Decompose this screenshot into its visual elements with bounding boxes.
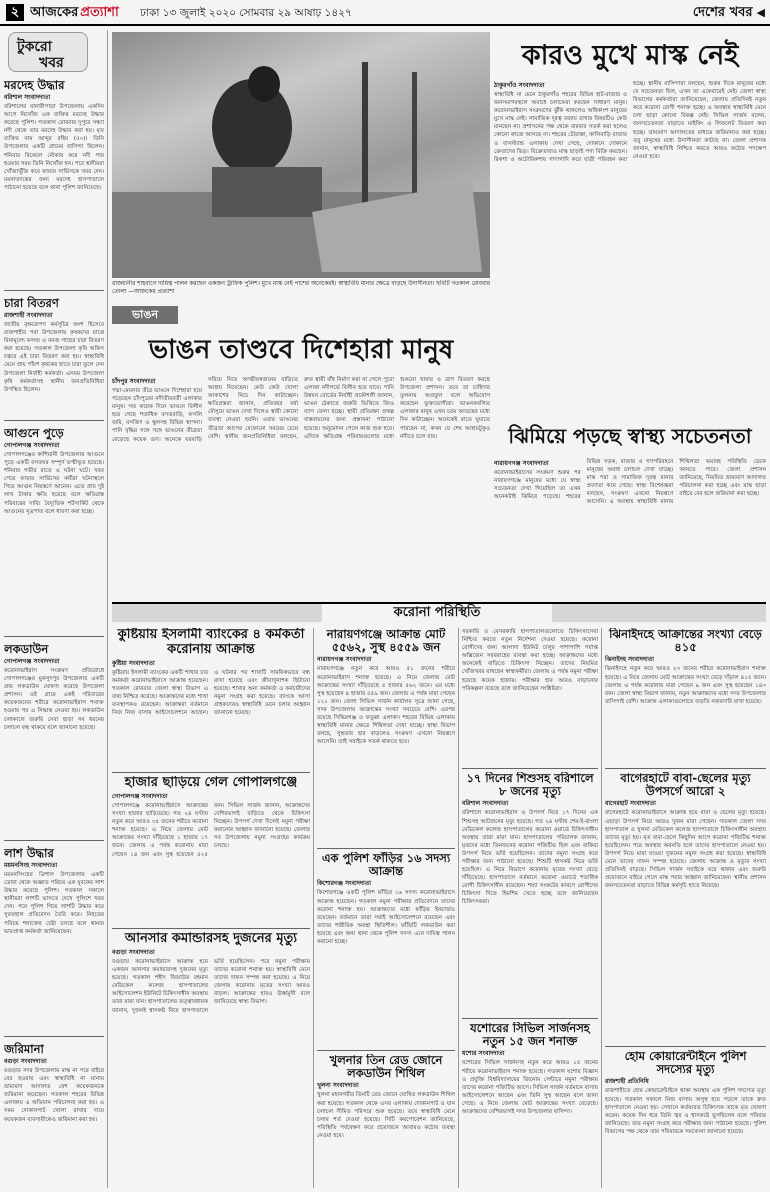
paper-logo: [30, 3, 130, 23]
continued-story: [462, 628, 598, 766]
sidebar-item-5: [4, 842, 104, 1034]
sidebar-logo-line1: টুকরো: [17, 39, 52, 55]
sidebar-item-6: [4, 1038, 104, 1188]
story-body: নারায়ণগঞ্জে নতুন করে আরও ৫১ জনের শরীরে করোনাভাইরাস শনাক্ত হয়েছে। এ নিয়ে জেলায় মোট আক্রান্তের সংখ্যা দাঁড়িয়েছে ৫ হাজার ৫৬২ জনে। এর মধ্যে সুস্থ হয়েছেন ৪ হাজার ৫৫৯ জন। জেলায় এ পর্যন্ত মারা গেছেন ১২১ জন। জেলা সিভিল সার্জন কার্যালয় সূত্রে জানা গেছে, সদর উপজেলায় আক্রান্তের সংখ্যা সবচেয়ে বেশি। এরপর রয়েছে সিদ্ধিরগঞ্জ ও ফতুল্লা এলাকা। শহরের বিভিন্ন এলাকায় স্বাস্থ্যবিধি মানার ক্ষেত্রে শিথিলতা দেখা যাচ্ছে। স্বাস্থ্য বিভাগ বলছে, সুস্থতার হার বাড়লেও সংক্রমণ এখনো নিয়ন্ত্রণে আসেনি। তাই সবাইকে সতর্ক থাকতে হবে।: [317, 666, 455, 746]
item-byline: বরিশাল সংবাদদাতা: [4, 94, 51, 101]
sidebar-logo-line2: খবর: [39, 55, 64, 71]
photo-illustration: [112, 32, 490, 278]
story-body: কুষ্টিয়ায় ইসলামী ব্যাংকের একটি শাখার চার কর্মকর্তা করোনাভাইরাসে আক্রান্ত হয়েছেন। গতকাল রোববার জেলা স্বাস্থ্য বিভাগ এ তথ্য নিশ্চিত করেছে। আক্রান্তদের মধ্যে শাখা ব্যবস্থাপকও রয়েছেন। আক্রান্তরা বর্তমানে নিজ নিজ বাসায় আইসোলেশনে আছেন। এ ঘটনার পর শাখাটি সাময়িকভাবে বন্ধ রাখা হয়েছে এবং জীবাণুনাশক ছিটানো হয়েছে। শাখার অন্য কর্মকর্তা ও কর্মচারীদের নমুনা সংগ্রহ করা হয়েছে। ব্যাংকে আসা গ্রাহকদেরও স্বাস্থ্যবিধি মেনে চলার আহ্বান জানানো হয়েছে।: [112, 669, 310, 717]
item-title: চারা বিতরণ: [4, 296, 59, 310]
erosion-label: [112, 306, 178, 324]
story-body: কিশোরগঞ্জে একটি পুলিশ ফাঁড়ির ১৬ সদস্য করোনাভাইরাসে আক্রান্ত হয়েছেন। গতকাল নমুনা পরীক্ষার প্রতিবেদনে তাদের করোনা শনাক্ত হয়। আক্রান্তদের মধ্যে ফাঁড়ির ইনচার্জও রয়েছেন। বর্তমানে তারা সবাই আইসোলেশনে রয়েছেন এবং তাদের শারীরিক অবস্থা স্থিতিশীল। ফাঁড়িটি লকডাউন করা হয়েছে এবং অন্য থানা থেকে পুলিশ সদস্য এনে দায়িত্ব পালন করানো হচ্ছে।: [317, 890, 455, 945]
erosion-headline: ভাঙন তাণ্ডবে দিশেহারা মানুষ: [148, 335, 454, 365]
story-byline: নারায়ণগঞ্জ সংবাদদাতা: [317, 656, 372, 664]
story-body: যশোরের সিভিল সার্জনসহ নতুন করে আরও ১৫ জনের শরীরে করোনাভাইরাস শনাক্ত হয়েছে। গতকাল যশোর বিজ্ঞান ও প্রযুক্তি বিশ্ববিদ্যালয়ের জিনোম সেন্টারে নমুনা পরীক্ষায় তাদের করোনা পজিটিভ আসে। সিভিল সার্জন বর্তমানে বাসায় আইসোলেশনে আছেন এবং তিনি সুস্থ আছেন বলে জানা গেছে। এ নিয়ে জেলায় মোট আক্রান্তের সংখ্যা বেড়েছে। আক্রান্তদের বেশিরভাগই সদর উপজেলার বাসিন্দা।: [462, 1060, 598, 1115]
sidebar-divider: [107, 30, 108, 1188]
health-headline: ঝিমিয়ে পড়ছে স্বাস্থ্য সচেতনতা: [508, 424, 752, 448]
column-divider: [601, 628, 602, 1188]
lead-byline: ঠাকুরগাঁও সংবাদদাতা: [494, 82, 545, 89]
item-body: বরিশালের বানারীপাড়া উপজেলায় একদিন আগে নিখোঁজ এক ব্যক্তির মরদেহ উদ্ধার করেছে পুলিশ। গতকাল রোববার দুপুরে সন্ধ্যা নদী থেকে তার মরদেহ উদ্ধার করা হয়। মৃত ব্যক্তির নাম আব্দুর রহিম (৫০)। তিনি উপজেলার একটি গ্রামের বাসিন্দা ছিলেন। শনিবার বিকেলে নৌকায় করে নদী পার হওয়ার সময় তিনি নিখোঁজ হন। পরে স্থানীয়রা খোঁজাখুঁজি করে ফায়ার সার্ভিসকে খবর দেন। ময়নাতদন্তের জন্য মরদেহ হাসপাতালে পাঠানো হয়েছে বলে থানা পুলিশ জানিয়েছে।: [4, 104, 104, 191]
sidebar-logo: [8, 32, 88, 72]
page-number-box: [6, 4, 24, 21]
item-body: জাতীয় বৃক্ষরোপণ কর্মসূচির অংশ হিসেবে রাজশাহীর পবা উপজেলায় কৃষকদের মাঝে বিনামূল্যে ফলজ ও বনজ গাছের চারা বিতরণ করা হয়েছে। গতকাল উপজেলা কৃষি অফিস চত্বরে এই চারা বিতরণ করা হয়। স্বাস্থ্যবিধি মেনে প্রায় পাঁচশ কৃষকের হাতে চারা তুলে দেন উপজেলা নির্বাহী কর্মকর্তা। এসময় উপজেলা কৃষি কর্মকর্তাসহ স্থানীয় জনপ্রতিনিধিরা উপস্থিত ছিলেন।: [4, 322, 104, 393]
corona-banner: [112, 602, 766, 622]
story-body: সরকারি ও বেসরকারি হাসপাতালগুলোতে চিকিৎসাসেবা নিশ্চিত করতে নতুন নির্দেশনা দেওয়া হয়েছে। করোনা রোগীদের জন্য আলাদা ইউনিট চালুর পাশাপাশি পর্যাপ্ত অক্সিজেন সরবরাহের ব্যবস্থা করা হচ্ছে। আক্রান্তদের মধ্যে অনেকেই বাড়িতে চিকিৎসা নিচ্ছেন। তাদের নিয়মিত খোঁজখবর রাখছেন স্বাস্থ্যকর্মীরা। জেলায় এ পর্যন্ত নমুনা পরীক্ষা হয়েছে কয়েক হাজার। পরীক্ষার হার আরও বাড়ানোর পরিকল্পনা রয়েছে বলে জানিয়েছেন সংশ্লিষ্টরা।: [462, 629, 598, 692]
corona-banner-label: করোনা পরিস্থিতি: [322, 604, 552, 622]
dateline: ঢাকা ১৩ জুলাই ২০২০ সোমবার ২৯ আষাঢ় ১৪২৭: [140, 7, 352, 19]
divider: [317, 848, 455, 849]
story-headline: যশোরের সিভিল সার্জনসহ নতুন ১৫ জন শনাক্ত: [470, 1022, 590, 1049]
masthead: [0, 0, 770, 26]
page-number: ২: [10, 5, 20, 20]
divider: [462, 1018, 598, 1019]
health-body: করোনাভাইরাসের সংক্রমণ শুরুর পর নারায়ণগঞ্জে মানুষের মধ্যে যে স্বাস্থ্য সচেতনতা দেখা গিয়েছিল তা এখন অনেকটাই ঝিমিয়ে পড়েছে। শহরের বিভিন্ন সড়ক, বাজার ও গণপরিবহনে মানুষের অবাধ চলাচল দেখা যাচ্ছে। মাস্ক পরা ও সামাজিক দূরত্ব মানার প্রবণতা কমে গেছে। স্বাস্থ্য বিশেষজ্ঞরা বলছেন, সংক্রমণ এখনো নিয়ন্ত্রণে আসেনি। এ অবস্থায় স্বাস্থ্যবিধি মানায় শিথিলতা ভয়াবহ পরিস্থিতি ডেকে আনতে পারে। জেলা প্রশাসন জানিয়েছে, নিয়মিত ভ্রাম্যমাণ আদালত পরিচালনা করা হচ্ছে এবং মাস্ক ছাড়া বাইরে বের হলে জরিমানা করা হচ্ছে।: [494, 459, 766, 506]
divider: [112, 928, 310, 929]
divider: [4, 290, 104, 291]
story-byline: বরিশাল সংবাদদাতা: [462, 800, 509, 808]
story-byline: ঝিনাইদহ সংবাদদাতা: [605, 656, 655, 664]
divider: [4, 420, 104, 421]
item-byline: রাজশাহী সংবাদদাতা: [4, 312, 53, 319]
divider: [112, 772, 310, 773]
story-byline: খুলনা সংবাদদাতা: [317, 1082, 359, 1090]
section-arrow-icon: ◀: [756, 6, 765, 19]
divider: [462, 768, 598, 769]
item-title: জরিমানা: [4, 1042, 44, 1056]
story-headline: খুলনার তিন রেড জোনে লকডাউন শিথিল: [329, 1054, 443, 1081]
story-headline: এক পুলিশ ফাঁড়ির ১৬ সদস্য আক্রান্ত: [321, 852, 451, 879]
story-body: রাজশাহীতে হোম কোয়ারেন্টাইনে থাকা অবস্থায় এক পুলিশ সদস্যের মৃত্যু হয়েছে। গতকাল সকালে নিজ বাসায় অসুস্থ হয়ে পড়লে তাকে দ্রুত হাসপাতালে নেওয়া হয়। সেখানে কর্তব্যরত চিকিৎসক তাকে মৃত ঘোষণা করেন। কয়েক দিন ধরে তিনি জ্বর ও শ্বাসকষ্টে ভুগছিলেন বলে পরিবার জানিয়েছে। তার নমুনা সংগ্রহ করে পরীক্ষার জন্য পাঠানো হয়েছে। পুলিশ বিভাগের পক্ষ থেকে তার পরিবারকে সমবেদনা জানানো হয়েছে।: [605, 1088, 766, 1135]
paper-logo-prefix: আজকের: [30, 5, 79, 20]
story-body: খুলনা মহানগরীর তিনটি রেড জোনে ঘোষিত লকডাউন শিথিল করা হয়েছে। গতকাল থেকে এসব এলাকায় দোকানপাট ও যান চলাচল সীমিত পরিসরে শুরু হয়েছে। তবে স্বাস্থ্যবিধি মেনে চলার শর্ত দেওয়া হয়েছে। সিটি করপোরেশন জানিয়েছে, পরিস্থিতি পর্যবেক্ষণ করে প্রয়োজনে আবারও কঠোর ব্যবস্থা নেওয়া হবে।: [317, 1092, 455, 1139]
item-title: আগুনে পুড়ে: [4, 426, 64, 440]
column-divider: [313, 628, 314, 1188]
divider: [317, 1050, 455, 1051]
item-body: ময়মনসিংহের ত্রিশাল উপজেলায় একটি ডোবা থেকে অজ্ঞাত পরিচয় এক যুবকের লাশ উদ্ধার করেছে পুলিশ। গতকাল সকালে স্থানীয়রা লাশটি ভাসতে দেখে পুলিশে খবর দেন। পরে পুলিশ গিয়ে লাশটি উদ্ধার করে সুরতহাল প্রতিবেদন তৈরি করে। নিহতের পরিচয় শনাক্তের চেষ্টা চলছে বলে থানার ভারপ্রাপ্ত কর্মকর্তা জানিয়েছেন।: [4, 872, 104, 935]
story-headline: নারায়ণগঞ্জে আক্রান্ত মোট ৫৫৬২, সুস্থ ৪৫৫৯ জন: [326, 628, 446, 655]
khulna-story: [317, 1054, 455, 1188]
bagerhat-story: [605, 772, 766, 1044]
story-headline: হাজার ছাড়িয়ে গেল গোপালগঞ্জে: [124, 776, 298, 790]
lead-body: স্বাস্থ্যবিধি না মেনে ঠাকুরগাঁও শহরের বিভিন্ন হাট-বাজার ও জনসমাগমস্থলে অবাধে চলাফেরা করছেন সাধারণ মানুষ। করোনাভাইরাস সংক্রমণের ঝুঁকি থাকলেও অধিকাংশ মানুষের মুখে মাস্ক নেই। সামাজিক দূরত্ব বজায় রাখার বিষয়টিও কেউ মানছেন না। প্রশাসনের পক্ষ থেকে বারবার সতর্ক করা হলেও কোনো কাজে আসছে না। শহরের চৌরাস্তা, কালিবাড়ি বাজার ও বাসস্ট্যান্ড এলাকায় দেখা গেছে, দোকানে দোকানে ক্রেতাদের ভিড়। বিক্রেতারাও মাস্ক ছাড়াই পণ্য বিক্রি করছেন। রিকশা ও অটোরিকশায় গাদাগাদি করে যাত্রী পরিবহন করা হচ্ছে। স্থানীয় বাসিন্দারা বলছেন, শুরুর দিকে মানুষের মধ্যে যে সচেতনতা ছিল, এখন তা একেবারেই নেই। জেলা স্বাস্থ্য বিভাগের কর্মকর্তারা জানিয়েছেন, জেলায় প্রতিদিনই নতুন করে করোনা রোগী শনাক্ত হচ্ছে। এ অবস্থায় স্বাস্থ্যবিধি মেনে চলা ছাড়া কোনো বিকল্প নেই। সিভিল সার্জন বলেন, জনসচেতনতা বাড়াতে মাইকিং ও লিফলেট বিতরণ করা হচ্ছে। ভ্রাম্যমাণ আদালতের মাধ্যমে জরিমানাও করা হচ্ছে। তবু মানুষের মধ্যে উদাসীনতা কাটছে না। জেলা প্রশাসক জানান, স্বাস্থ্যবিধি নিশ্চিত করতে আরও কঠোর পদক্ষেপ নেওয়া হবে।: [494, 81, 766, 163]
erosion-text: [112, 376, 490, 598]
section-label: দেশের খবর: [692, 5, 753, 20]
story-byline: বগুড়া সংবাদদাতা: [112, 948, 155, 956]
story-byline: রাজশাহী প্রতিনিধি: [605, 1078, 649, 1086]
story-body: বরিশালে করোনাভাইরাস ও উপসর্গ নিয়ে ১৭ দিনের এক শিশুসহ আটজনের মৃত্যু হয়েছে। গত ২৪ ঘণ্টায় শের-ই-বাংলা মেডিকেল কলেজ হাসপাতালের করোনা ওয়ার্ডে চিকিৎসাধীন অবস্থায় তারা মারা যান। হাসপাতালের পরিচালক জানান, মৃতদের মধ্যে তিনজনের করোনা পজিটিভ ছিল এবং বাকিরা উপসর্গ নিয়ে ভর্তি হয়েছিলেন। তাদের নমুনা সংগ্রহ করে পরীক্ষার জন্য পাঠানো হয়েছে। শিশুটি শ্বাসকষ্ট নিয়ে ভর্তি হয়েছিল। এ নিয়ে বিভাগে করোনায় মৃতের সংখ্যা বেড়ে দাঁড়িয়েছে। হাসপাতালে বর্তমানে করোনা ওয়ার্ডে শতাধিক রোগী চিকিৎসাধীন রয়েছেন। শয্যা সংকটের কারণে রোগীদের চিকিৎসা দিতে হিমশিম খেতে হচ্ছে বলে জানিয়েছেন চিকিৎসকরা।: [462, 810, 598, 906]
kushtia-story: [112, 628, 310, 768]
item-title: লাশ উদ্ধার: [4, 846, 54, 860]
narayanganj-story: [317, 628, 455, 844]
story-headline: ১৭ দিনের শিশুসহ বরিশালে ৮ জনের মৃত্যু: [466, 772, 594, 799]
sidebar-item-4: [4, 638, 104, 838]
police-story: [317, 852, 455, 1048]
item-byline: গোপালগঞ্জ সংবাদদাতা: [4, 442, 60, 449]
story-body: বাগেরহাটে করোনাভাইরাসে আক্রান্ত হয়ে বাবা ও ছেলের মৃত্যু হয়েছে। এছাড়া উপসর্গ নিয়ে আরও দুজন মারা গেছেন। গতকাল জেলা সদর হাসপাতাল ও খুলনা মেডিকেল কলেজ হাসপাতালে চিকিৎসাধীন অবস্থায় তাদের মৃত্যু হয়। মৃত বাবা-ছেলে কিছুদিন আগে করোনা পজিটিভ শনাক্ত হয়েছিলেন। পরে অবস্থার অবনতি হলে তাদের হাসপাতালে নেওয়া হয়। উপসর্গ নিয়ে মারা যাওয়া দুজনের নমুনা সংগ্রহ করা হয়েছে। স্বাস্থ্যবিধি মেনে তাদের দাফন সম্পন্ন হয়েছে। জেলায় আক্রান্ত ও মৃত্যুর সংখ্যা প্রতিদিনই বাড়ছে। সিভিল সার্জন সবাইকে ঘরে থাকার এবং জরুরি প্রয়োজনে বাইরে গেলে মাস্ক পরার আহ্বান জানিয়েছেন। স্থানীয় প্রশাসন জনসচেতনতা বাড়াতে বিভিন্ন কর্মসূচি হাতে নিয়েছে।: [605, 810, 766, 890]
divider: [605, 768, 766, 769]
column-divider: [458, 628, 459, 1188]
sidebar-item-3: [4, 422, 104, 634]
story-headline: আনসার কমান্ডারসহ দুজনের মৃত্যু: [124, 932, 298, 946]
photo-caption: রাজধানীর শাহবাগে দায়িত্ব পালন করছেন একজন ট্রাফিক পুলিশ। মুখে মাস্ক নেই পাশের অনেকেরই। স্বাস্থ্যবিধি মানার ক্ষেত্রে বাড়ছে উদাসীনতা। ছবিটি গতকাল রোববার তোলা —আজকের প্রত্যাশা: [112, 281, 490, 295]
story-headline: বাগেরহাটে বাবা-ছেলের মৃত্যু উপসর্গে আরো ২: [620, 772, 751, 799]
story-byline: কুষ্টিয়া সংবাদদাতা: [112, 659, 155, 667]
story-body: বগুড়ায় করোনাভাইরাসে আক্রান্ত হয়ে একজন আনসার কমান্ডারসহ দুজনের মৃত্যু হয়েছে। গতকাল শহীদ জিয়াউর রহমান মেডিকেল কলেজ হাসপাতালের আইসোলেশন ইউনিটে চিকিৎসাধীন অবস্থায় তারা মারা যান। হাসপাতালের তত্ত্বাবধায়ক জানান, দুজনই শ্বাসকষ্ট নিয়ে হাসপাতালে ভর্তি হয়েছিলেন। পরে নমুনা পরীক্ষায় তাদের করোনা শনাক্ত হয়। স্বাস্থ্যবিধি মেনে তাদের দাফন সম্পন্ন করা হয়েছে। এ নিয়ে জেলায় করোনায় মৃতের সংখ্যা আরও বাড়ল। আক্রান্তের হারও ঊর্ধ্বমুখী বলে জানিয়েছে স্বাস্থ্য বিভাগ।: [112, 958, 310, 1014]
story-body: ঝিনাইদহে নতুন করে আরও ২৩ জনের শরীরে করোনাভাইরাস শনাক্ত হয়েছে। এ নিয়ে জেলায় মোট আক্রান্তের সংখ্যা বেড়ে দাঁড়াল ৪১৫ জনে। জেলায় এ পর্যন্ত করোনায় মারা গেছেন ৯ জন এবং সুস্থ হয়েছেন ১৪৩ জন। জেলা স্বাস্থ্য বিভাগ জানায়, নতুন আক্রান্তদের মধ্যে সদর উপজেলার বাসিন্দাই বেশি। আক্রান্ত এলাকাগুলোতে বাড়তি নজরদারি রাখা হয়েছে।: [605, 666, 766, 705]
lead-photo: [112, 32, 490, 278]
ansar-story: [112, 932, 310, 1188]
divider: [4, 636, 104, 637]
item-title: মরদেহ উদ্ধার: [4, 78, 65, 92]
sidebar-item-1: [4, 74, 104, 288]
erosion-byline: চাঁদপুর সংবাদদাতা: [112, 378, 156, 385]
sidebar: [4, 30, 104, 1188]
divider: [605, 1046, 766, 1047]
story-body: গোপালগঞ্জে করোনাভাইরাসে আক্রান্তের সংখ্যা হাজার ছাড়িয়েছে। গত ২৪ ঘণ্টায় নতুন করে আরও ৩৫ জনের শরীরে করোনা শনাক্ত হয়েছে। এ নিয়ে জেলায় মোট আক্রান্তের সংখ্যা দাঁড়িয়েছে ১ হাজার ১৭ জনে। জেলায় এ পর্যন্ত করোনায় মারা গেছেন ১৪ জন এবং সুস্থ হয়েছেন ৫২৫ জন। সিভিল সার্জন জানান, আক্রান্তদের বেশিরভাগই বাড়িতে থেকে চিকিৎসা নিচ্ছেন। উপসর্গ দেখা দিলেই নমুনা পরীক্ষা করানোর আহ্বান জানানো হয়েছে। জেলার সব উপজেলায় নমুনা সংগ্রহের কার্যক্রম চলছে।: [112, 802, 310, 858]
erosion-body: পদ্মা-মেঘনার তীব্র ভাঙনে দিশেহারা হয়ে পড়েছেন চাঁদপুরের নদীতীরবর্তী এলাকার মানুষ। গত কয়েক দিনে ভাঙনে বিলীন হয়ে গেছে শতাধিক বসতবাড়ি, ফসলি জমি, মসজিদ ও স্কুলসহ বিভিন্ন স্থাপনা। পানি বৃদ্ধির সঙ্গে সঙ্গে ভাঙনের তীব্রতা বেড়েছে কয়েক গুণ। অনেকে ঘরবাড়ি সরিয়ে নিয়ে আত্মীয়স্বজনের বাড়িতে আশ্রয় নিয়েছেন। কেউ কেউ খোলা আকাশের নিচে দিন কাটাচ্ছেন। ক্ষতিগ্রস্তরা জানান, প্রতিবছর বর্ষা মৌসুমে ভাঙন দেখা দিলেও স্থায়ী কোনো ব্যবস্থা নেওয়া হয়নি। এবার ভাঙনের তীব্রতা আগের যেকোনো সময়ের চেয়ে বেশি। স্থানীয় জনপ্রতিনিধিরা বলছেন, দ্রুত স্থায়ী বাঁধ নির্মাণ করা না গেলে পুরো এলাকা নদীগর্ভে বিলীন হয়ে যাবে। পানি উন্নয়ন বোর্ডের নির্বাহী প্রকৌশলী জানান, ভাঙন ঠেকাতে জরুরি ভিত্তিতে জিও ব্যাগ ফেলা হচ্ছে। স্থায়ী প্রতিরক্ষা প্রকল্প বাস্তবায়নের জন্য প্রস্তাবনা পাঠানো হয়েছে। অনুমোদন পেলে কাজ শুরু হবে। এদিকে ক্ষতিগ্রস্ত পরিবারগুলোর মধ্যে শুকনো খাবার ও ত্রাণ বিতরণ করছে উপজেলা প্রশাসন। তবে তা চাহিদার তুলনায় অপ্রতুল বলে অভিযোগ করেছেন ভুক্তভোগীরা। ভাঙনকবলিত এলাকার মানুষ এখন চরম আতঙ্কের মধ্যে দিন কাটাচ্ছেন। অনেকেই রাতে ঘুমাতে পারছেন না, কখন যে শেষ আশ্রয়টুকুও নদীতে চলে যায়।: [112, 377, 490, 443]
story-headline: ঝিনাইদহে আক্রান্তের সংখ্যা বেড়ে ৪১৫: [609, 628, 762, 655]
item-body: বগুড়ার সদর উপজেলায় মাস্ক না পরে বাইরে বের হওয়ায় এবং স্বাস্থ্যবিধি না মানায় ভ্রাম্যমাণ আদালত বেশ কয়েকজনকে জরিমানা করেছেন। গতকাল শহরের বিভিন্ন এলাকায় এ অভিযান পরিচালনা করা হয়। এ সময় দোকানপাট খোলা রাখার দায়ে কয়েকজন ব্যবসায়ীকেও জরিমানা করা হয়।: [4, 1068, 104, 1123]
story-byline: কিশোরগঞ্জ সংবাদদাতা: [317, 880, 371, 888]
item-body: করোনাভাইরাস সংক্রমণ প্রতিরোধে গোপালগঞ্জের মুকসুদপুর উপজেলার একটি গ্রাম লকডাউন ঘোষণা করেছে উপজেলা প্রশাসন। ওই গ্রামে একই পরিবারের কয়েকজনের শরীরে করোনাভাইরাস শনাক্ত হওয়ার পর এ সিদ্ধান্ত নেওয়া হয়। লকডাউন চলাকালে জরুরি সেবা ছাড়া সব ধরনের চলাচল বন্ধ থাকবে বলে জানানো হয়েছে।: [4, 668, 104, 731]
health-byline: নারায়ণগঞ্জ সংবাদদাতা: [494, 460, 549, 467]
section-name: [655, 3, 765, 23]
story-headline: হোম কোয়ারেন্টাইনে পুলিশ সদস্যের মৃত্যু: [624, 1050, 747, 1077]
item-byline: গোপালগঞ্জ সংবাদদাতা: [4, 658, 60, 665]
quarantine-story: [605, 1050, 766, 1188]
health-story: [494, 458, 766, 598]
gopalganj-story: [112, 776, 310, 926]
sidebar-item-2: [4, 292, 104, 418]
item-byline: ময়মনসিংহ সংবাদদাতা: [4, 862, 58, 869]
story-headline: কুষ্টিয়ায় ইসলামী ব্যাংকের ৪ কর্মকর্তা করোনায় আক্রান্ত: [117, 628, 305, 657]
item-title: লকডাউন: [4, 642, 49, 656]
divider: [4, 840, 104, 841]
erosion-label-text: ভাঙন: [131, 308, 159, 321]
barishal-story: [462, 772, 598, 1016]
jhenaidah-story: [605, 628, 766, 766]
story-byline: গোপালগঞ্জ সংবাদদাতা: [112, 792, 168, 800]
divider: [4, 1036, 104, 1037]
lead-story: [494, 80, 766, 302]
jessore-story: [462, 1022, 598, 1188]
story-byline: যশোর সংবাদদাতা: [462, 1050, 505, 1058]
paper-logo-name: প্রত্যাশা: [80, 5, 119, 20]
lead-headline: কারও মুখে মাস্ক নেই: [521, 40, 739, 71]
item-byline: বগুড়া সংবাদদাতা: [4, 1058, 47, 1065]
item-body: গোপালগঞ্জের কাশিয়ানী উপজেলায় আগুনে পুড়ে একটি বসতঘর সম্পূর্ণ ভস্মীভূত হয়েছে। শনিবার গভীর রাতে এ ঘটনা ঘটে। খবর পেয়ে ফায়ার সার্ভিসের কর্মীরা ঘটনাস্থলে গিয়ে আগুন নিয়ন্ত্রণে আনেন। এতে প্রায় দুই লাখ টাকার ক্ষতি হয়েছে বলে ক্ষতিগ্রস্ত পরিবারের দাবি। বৈদ্যুতিক শর্টসার্কিট থেকে আগুনের সূত্রপাত বলে ধারণা করা হচ্ছে।: [4, 452, 104, 515]
story-byline: বাগেরহাট সংবাদদাতা: [605, 800, 656, 808]
